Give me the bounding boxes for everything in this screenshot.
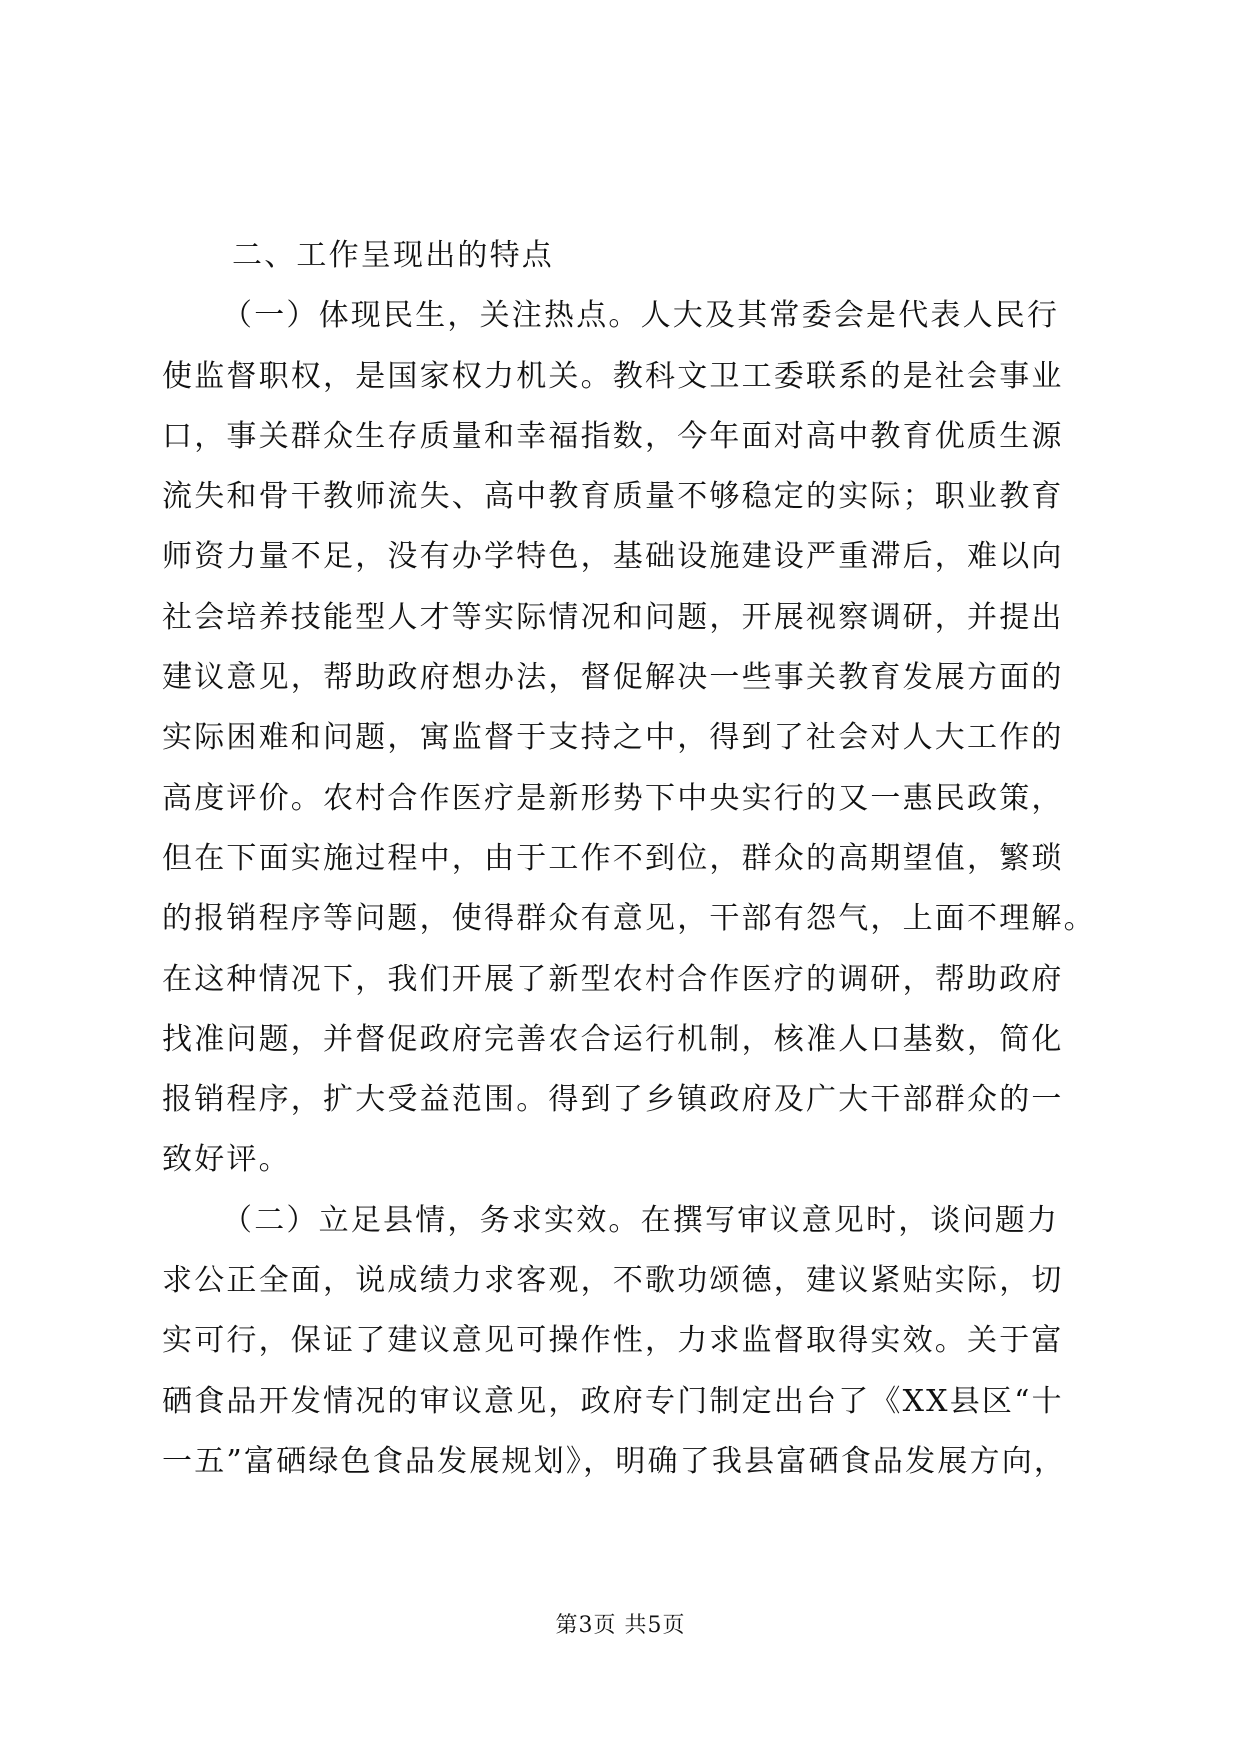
section-heading: 二、工作呈现出的特点 — [232, 238, 554, 273]
paragraph-line: 一五”富硒绿色食品发展规划》，明确了我县富硒食品发展方向， — [162, 1443, 1067, 1479]
paragraph-line: 致好评。 — [162, 1142, 291, 1178]
paragraph-line: 高度评价。农村合作医疗是新形势下中央实行的又一惠民政策， — [162, 780, 1064, 816]
paragraph-line: 报销程序，扩大受益范围。得到了乡镇政府及广大干部群众的一 — [162, 1082, 1064, 1118]
paragraph-line: 但在下面实施过程中，由于工作不到位，群众的高期望值，繁琐 — [162, 840, 1064, 876]
paragraph-line: 实可行，保证了建议意见可操作性，力求监督取得实效。关于富 — [162, 1323, 1064, 1359]
paragraph-line: 求公正全面，说成绩力求客观，不歌功颂德，建议紧贴实际，切 — [162, 1263, 1064, 1299]
paragraph-two — [162, 1191, 1082, 1492]
paragraph-line: 口，事关群众生存质量和幸福指数，今年面对高中教育优质生源 — [162, 418, 1064, 454]
paragraph-line: （二）立足县情，务求实效。在撰写审议意见时，谈问题力 — [222, 1202, 1060, 1238]
paragraph-line: （一）体现民生，关注热点。人大及其常委会是代表人民行 — [222, 298, 1060, 334]
paragraph-line: 硒食品开发情况的审议意见，政府专门制定出台了《XX县区“十 — [162, 1383, 1064, 1419]
paragraph-line: 流失和骨干教师流失、高中教育质量不够稳定的实际；职业教育 — [162, 479, 1064, 515]
paragraph-line: 社会培养技能型人才等实际情况和问题，开展视察调研，并提出 — [162, 599, 1064, 635]
document-body — [162, 226, 1096, 1492]
paragraph-line: 师资力量不足，没有办学特色，基础设施建设严重滞后，难以向 — [162, 539, 1064, 575]
paragraph-line: 建议意见，帮助政府想办法，督促解决一些事关教育发展方面的 — [162, 660, 1064, 696]
paragraph-one — [162, 286, 1096, 1190]
paragraph-line: 实际困难和问题，寓监督于支持之中，得到了社会对人大工作的 — [162, 720, 1064, 756]
paragraph-line: 使监督职权，是国家权力机关。教科文卫工委联系的是社会事业 — [162, 358, 1064, 394]
paragraph-line: 的报销程序等问题，使得群众有意见，干部有怨气，上面不理解。 — [162, 901, 1096, 937]
paragraph-line: 在这种情况下，我们开展了新型农村合作医疗的调研，帮助政府 — [162, 961, 1064, 997]
paragraph-line: 找准问题，并督促政府完善农合运行机制，核准人口基数，简化 — [162, 1021, 1064, 1057]
page-number-footer: 第3页 共5页 — [555, 1613, 686, 1638]
